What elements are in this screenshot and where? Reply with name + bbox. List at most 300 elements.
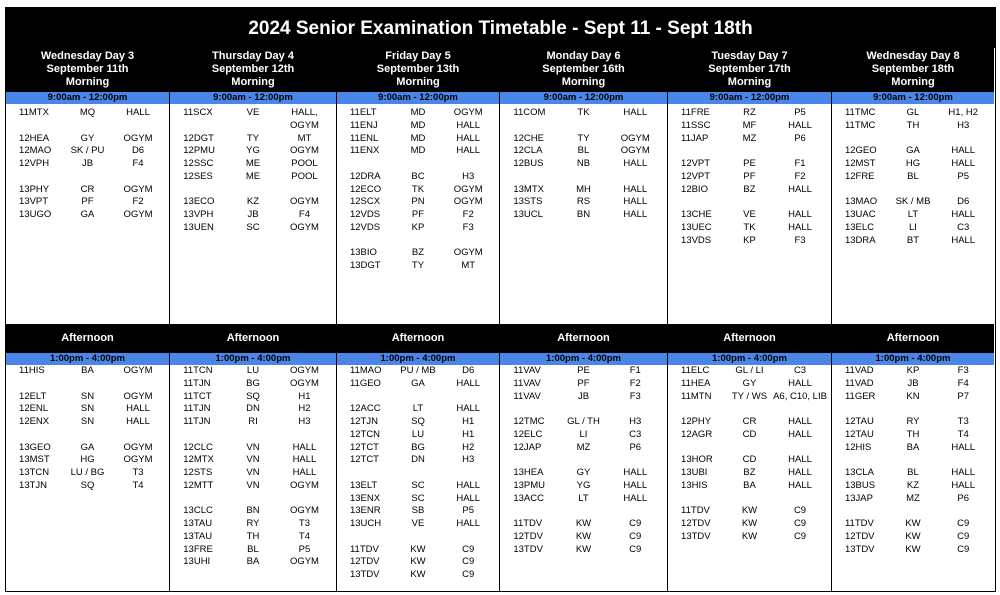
exam-row [500, 158, 667, 171]
exam-room: HALL [951, 209, 976, 220]
exam-code: 12TMC [513, 416, 545, 427]
exam-row [832, 531, 994, 544]
exam-supervisor: KW [905, 530, 921, 542]
day-header [170, 48, 336, 92]
exam-supervisor: BL [247, 543, 259, 555]
exam-code: 11ELC [681, 365, 710, 376]
exam-supervisor: GA [80, 209, 95, 220]
exam-code: 12MTX [183, 454, 214, 466]
exam-supervisor: VE [246, 107, 260, 118]
exam-row [170, 505, 336, 518]
exam-code: 12ENX [19, 416, 50, 427]
afternoon-exam-list [170, 365, 336, 569]
exam-row [500, 133, 667, 146]
exam-room: C9 [793, 518, 807, 529]
exam-row [170, 416, 336, 429]
exam-room: HALL [951, 234, 976, 246]
day-header-date: September 13th [376, 63, 460, 75]
exam-code: 11HIS [19, 365, 45, 376]
exam-room: MT [461, 260, 476, 271]
exam-supervisor: MH [576, 183, 591, 195]
exam-supervisor: BL [907, 467, 919, 478]
exam-row [668, 222, 831, 235]
exam-row [832, 442, 994, 455]
exam-room: F1 [629, 365, 641, 376]
exam-room: F4 [957, 377, 969, 389]
exam-row [668, 467, 831, 480]
exam-row [337, 391, 499, 404]
exam-supervisor: VN [246, 454, 260, 466]
day-column [169, 48, 336, 591]
exam-room: HALL [126, 403, 150, 415]
exam-code: 12VPH [19, 158, 50, 169]
exam-code: 11GER [844, 390, 876, 402]
exam-row [832, 235, 994, 248]
exam-room: HALL [951, 158, 976, 169]
exam-supervisor: SK / MB [895, 196, 931, 208]
exam-supervisor: TY [411, 260, 425, 271]
exam-supervisor: DN [411, 454, 425, 466]
exam-code: 12TDV [681, 518, 711, 529]
exam-row [668, 493, 831, 506]
exam-code: 12PHY [681, 416, 712, 427]
exam-code: 13BUS [844, 479, 876, 491]
exam-code: 13TJN [19, 479, 48, 491]
exam-room: HALL [456, 132, 481, 144]
exam-room: C9 [629, 518, 642, 529]
exam-row [668, 378, 831, 391]
day-header-session: Morning [231, 76, 275, 88]
exam-room: P6 [794, 132, 806, 144]
exam-row [6, 454, 169, 467]
exam-room: T3 [132, 467, 144, 478]
exam-row [832, 493, 994, 506]
day-column [499, 48, 667, 591]
exam-row [6, 467, 169, 480]
exam-room: F2 [794, 170, 806, 182]
exam-row [832, 403, 994, 416]
exam-row [6, 209, 169, 222]
exam-row [668, 196, 831, 209]
exam-supervisor: MD [410, 145, 426, 157]
exam-room: C3 [629, 428, 642, 440]
exam-row [6, 391, 169, 404]
exam-row [500, 107, 667, 120]
exam-supervisor: RY [246, 518, 260, 529]
exam-supervisor: MZ [906, 492, 920, 504]
afternoon-exam-list [337, 365, 499, 582]
exam-supervisor: SK / PU [70, 145, 105, 157]
exam-room: HALL [623, 479, 648, 491]
exam-room: P5 [462, 505, 475, 517]
exam-code: 12TAU [844, 416, 874, 427]
exam-row [6, 120, 169, 133]
exam-room: HALL [788, 119, 812, 131]
exam-code: 11TCN [183, 365, 213, 376]
exam-room: P5 [298, 543, 311, 555]
exam-supervisor: PU / MB [400, 365, 436, 376]
exam-supervisor: BG [246, 377, 260, 389]
exam-code: 13MST [19, 454, 50, 466]
exam-code: 11TDV [349, 543, 379, 555]
exam-code: 11MTN [681, 390, 712, 402]
exam-supervisor: LI [579, 428, 588, 440]
exam-code: 12DGT [183, 132, 214, 144]
exam-room: H3 [298, 416, 311, 427]
exam-room: OGYM [289, 505, 319, 517]
exam-row [500, 467, 667, 480]
exam-supervisor: KP [906, 365, 920, 376]
day-header [668, 48, 831, 92]
exam-code: 11VAD [844, 377, 874, 389]
exam-code: 11VAD [844, 365, 874, 376]
exam-room: C3 [793, 365, 807, 376]
exam-code: 13HEA [513, 467, 544, 478]
exam-room: POOL [291, 170, 318, 182]
exam-supervisor: VE [743, 209, 756, 220]
exam-code: 13BIO [349, 247, 377, 259]
exam-code: 12HEA [19, 132, 50, 144]
exam-row [170, 107, 336, 131]
exam-row [832, 480, 994, 493]
exam-code: 13CLC [183, 505, 213, 517]
exam-supervisor: KW [410, 569, 426, 580]
exam-supervisor: JB [247, 209, 259, 220]
afternoon-exam-list [6, 365, 169, 493]
exam-supervisor: KW [905, 518, 921, 529]
exam-room: H3 [957, 119, 970, 131]
exam-code: 11ENJ [349, 119, 378, 131]
exam-row [170, 145, 336, 158]
exam-code: 13PHY [19, 183, 50, 195]
exam-row [337, 556, 499, 569]
day-header [832, 48, 994, 92]
exam-code: 12STS [183, 467, 213, 478]
exam-supervisor: TY [577, 132, 590, 144]
exam-supervisor: HG [905, 158, 921, 169]
exam-row [500, 442, 667, 455]
afternoon-exam-list [832, 365, 994, 556]
exam-row [500, 171, 667, 184]
exam-row [832, 429, 994, 442]
exam-supervisor: KW [410, 556, 426, 568]
exam-code: 13VPH [183, 209, 214, 220]
day-header-session: Morning [727, 76, 772, 88]
exam-room: P6 [957, 492, 970, 504]
exam-room: C9 [793, 530, 807, 542]
exam-room: OGYM [123, 441, 153, 453]
exam-row [832, 365, 994, 378]
exam-room: MT [297, 132, 312, 144]
exam-supervisor: SC [411, 479, 425, 491]
day-header-day: Tuesday Day 7 [711, 50, 788, 62]
exam-code: 12ACC [349, 403, 381, 415]
exam-room: HALL [951, 145, 976, 157]
exam-supervisor: LU / BG [70, 467, 105, 478]
morning-exam-list [500, 107, 667, 222]
exam-row [337, 569, 499, 582]
exam-code: 13UCL [513, 209, 543, 220]
exam-row [500, 518, 667, 531]
day-header-date: September 17th [708, 63, 791, 75]
morning-exam-list [170, 107, 336, 235]
exam-supervisor: BL [577, 145, 590, 157]
exam-room: H2 [462, 441, 475, 453]
exam-row [6, 145, 169, 158]
exam-supervisor: TK [411, 183, 425, 195]
day-header [6, 48, 169, 92]
exam-row [832, 467, 994, 480]
exam-room: OGYM [123, 209, 153, 220]
exam-supervisor: SC [246, 221, 260, 233]
exam-room: HALL [126, 107, 150, 118]
exam-code: 12DRA [349, 170, 381, 182]
exam-row [170, 391, 336, 404]
exam-supervisor: ME [245, 170, 261, 182]
exam-row [500, 391, 667, 404]
exam-row [337, 260, 499, 273]
exam-row [337, 493, 499, 506]
exam-supervisor: PE [743, 158, 756, 169]
exam-room: HALL [788, 428, 812, 440]
exam-code: 11ENX [349, 145, 380, 157]
afternoon-time-slot: 1:00pm - 4:00pm [832, 353, 994, 365]
exam-supervisor: LT [412, 403, 424, 415]
exam-room: HALL [623, 209, 648, 220]
exam-row [500, 531, 667, 544]
morning-time-slot: 9:00am - 12:00pm [337, 92, 499, 104]
exam-supervisor: MD [410, 107, 426, 118]
exam-room: HALL [788, 416, 812, 427]
exam-room: C9 [957, 543, 970, 555]
exam-code: 13FRE [183, 543, 213, 555]
exam-code: 11FRE [681, 107, 710, 118]
exam-code: 12MAO [19, 145, 52, 157]
exam-supervisor: MF [742, 119, 757, 131]
exam-room: C9 [793, 505, 807, 517]
exam-supervisor: SQ [246, 390, 260, 402]
exam-supervisor: BA [906, 441, 920, 453]
exam-code: 12VPT [681, 170, 711, 182]
exam-code: 12JAP [513, 441, 542, 453]
exam-code: 13TDV [844, 543, 875, 555]
exam-supervisor: LT [578, 492, 589, 504]
exam-row [500, 454, 667, 467]
exam-row [500, 544, 667, 557]
exam-row [832, 454, 994, 467]
exam-supervisor: TH [246, 530, 260, 542]
exam-room: F4 [298, 209, 310, 220]
exam-row [337, 209, 499, 222]
exam-code: 11COM [513, 107, 546, 118]
exam-row [337, 247, 499, 260]
exam-room: T3 [298, 518, 310, 529]
exam-code: 13TAU [183, 518, 213, 529]
exam-row [6, 442, 169, 455]
exam-room: D6 [462, 365, 475, 376]
exam-code: 11VAV [513, 390, 541, 402]
exam-supervisor: GA [411, 377, 425, 389]
exam-room: HALL, OGYM [289, 107, 319, 131]
exam-row [170, 365, 336, 378]
exam-code: 13ENR [349, 505, 381, 517]
exam-code: 12ENL [19, 403, 49, 415]
exam-row [668, 429, 831, 442]
exam-row [500, 365, 667, 378]
exam-room: HALL [292, 441, 317, 453]
day-header-session: Morning [396, 76, 440, 88]
exam-row [6, 378, 169, 391]
exam-room: OGYM [123, 132, 153, 144]
exam-supervisor: MZ [576, 441, 591, 453]
exam-room: HALL [456, 492, 481, 504]
exam-room: C9 [629, 543, 642, 555]
exam-supervisor: TY [246, 132, 260, 144]
exam-code: 12HIS [844, 441, 872, 453]
exam-code: 12VDS [349, 209, 381, 220]
exam-row [337, 544, 499, 557]
exam-room: HALL [788, 377, 812, 389]
exam-row [337, 222, 499, 235]
day-header-day: Wednesday Day 8 [866, 50, 960, 62]
exam-row [170, 442, 336, 455]
exam-room: HALL [623, 467, 648, 478]
exam-supervisor: SN [80, 403, 95, 415]
exam-code: 11TMC [844, 119, 876, 131]
day-column [336, 48, 499, 591]
afternoon-exam-list [668, 365, 831, 544]
exam-supervisor: SQ [411, 416, 425, 427]
exam-row [337, 531, 499, 544]
exam-row [337, 145, 499, 158]
exam-supervisor: CD [742, 428, 757, 440]
exam-code: 13TDV [513, 543, 543, 555]
exam-row [6, 196, 169, 209]
exam-row [337, 120, 499, 133]
exam-supervisor: BC [411, 170, 425, 182]
exam-code: 13ECO [183, 196, 215, 208]
exam-row [832, 505, 994, 518]
exam-room: OGYM [453, 247, 483, 259]
exam-code: 12VPT [681, 158, 711, 169]
exam-code: 11VAV [513, 377, 541, 389]
exam-supervisor: GY [742, 377, 757, 389]
exam-room: H1 [298, 390, 311, 402]
exam-row [337, 480, 499, 493]
exam-code: 11MTX [19, 107, 49, 118]
exam-supervisor: SC [411, 492, 425, 504]
exam-supervisor: MD [410, 119, 426, 131]
exam-room: OGYM [123, 365, 153, 376]
exam-room: HALL [456, 518, 481, 529]
afternoon-time-slot: 1:00pm - 4:00pm [170, 353, 336, 365]
morning-exam-list [337, 107, 499, 273]
exam-code: 11TJN [183, 377, 211, 389]
exam-code: 12GEO [844, 145, 877, 157]
exam-room: H3 [629, 416, 642, 427]
exam-room: HALL [292, 467, 317, 478]
morning-time-slot: 9:00am - 12:00pm [6, 92, 169, 104]
exam-room: HALL [456, 479, 481, 491]
exam-supervisor: KW [905, 543, 921, 555]
exam-room: OGYM [289, 377, 319, 389]
exam-room: F3 [794, 234, 806, 246]
exam-code: 13TCN [19, 467, 50, 478]
exam-room: P5 [957, 170, 970, 182]
exam-row [170, 133, 336, 146]
exam-code: 12TAU [844, 428, 874, 440]
exam-row [170, 184, 336, 197]
exam-supervisor: SQ [80, 479, 95, 491]
exam-supervisor: RY [906, 416, 920, 427]
exam-room: P7 [957, 390, 970, 402]
afternoon-header: Afternoon [500, 324, 667, 353]
day-header-day: Monday Day 6 [546, 50, 621, 62]
exam-supervisor: BT [906, 234, 920, 246]
exam-row [170, 158, 336, 171]
exam-row [337, 184, 499, 197]
exam-supervisor: YG [576, 479, 591, 491]
exam-supervisor: PE [577, 365, 590, 376]
exam-row [337, 403, 499, 416]
exam-code: 12TCN [349, 428, 381, 440]
exam-code: 13UHI [183, 556, 211, 568]
exam-room: H1, H2 [948, 107, 978, 118]
exam-code: 13ACC [513, 492, 544, 504]
exam-code: 13UEN [183, 221, 214, 233]
exam-supervisor: GL / LI [735, 365, 764, 376]
exam-room: HALL [788, 221, 812, 233]
exam-supervisor: TK [743, 221, 756, 233]
exam-code: 13VDS [681, 234, 712, 246]
day-column [6, 48, 169, 591]
exam-code: 12CLC [183, 441, 213, 453]
exam-code: 11TCT [183, 390, 212, 402]
exam-room: HALL [788, 454, 812, 466]
exam-room: HALL [456, 403, 481, 415]
day-header-session: Morning [65, 76, 110, 88]
exam-code: 11SSC [681, 119, 711, 131]
exam-code: 12ELC [513, 428, 543, 440]
morning-time-slot: 9:00am - 12:00pm [500, 92, 667, 104]
exam-supervisor: GL / TH [567, 416, 600, 427]
exam-row [337, 365, 499, 378]
exam-room: HALL [788, 183, 812, 195]
exam-row [337, 467, 499, 480]
exam-row [668, 391, 831, 404]
afternoon-header: Afternoon [668, 324, 831, 353]
exam-code: 13UAC [844, 209, 876, 220]
exam-room: HALL [623, 492, 648, 504]
exam-room: HALL [456, 377, 481, 389]
exam-row [668, 107, 831, 120]
exam-code: 12PMU [183, 145, 215, 157]
exam-code: 11TJN [183, 403, 211, 415]
exam-supervisor: KW [741, 518, 758, 529]
exam-supervisor: BG [411, 441, 425, 453]
exam-row [832, 145, 994, 158]
exam-row [832, 120, 994, 133]
afternoon-time-slot: 1:00pm - 4:00pm [668, 353, 831, 365]
exam-supervisor: KN [906, 390, 920, 402]
exam-code: 12TJN [349, 416, 378, 427]
exam-supervisor: VN [246, 479, 260, 491]
exam-code: 12TCT [349, 454, 379, 466]
exam-row [668, 120, 831, 133]
exam-row [337, 378, 499, 391]
exam-code: 13ENX [349, 492, 381, 504]
exam-code: 13DRA [844, 234, 876, 246]
